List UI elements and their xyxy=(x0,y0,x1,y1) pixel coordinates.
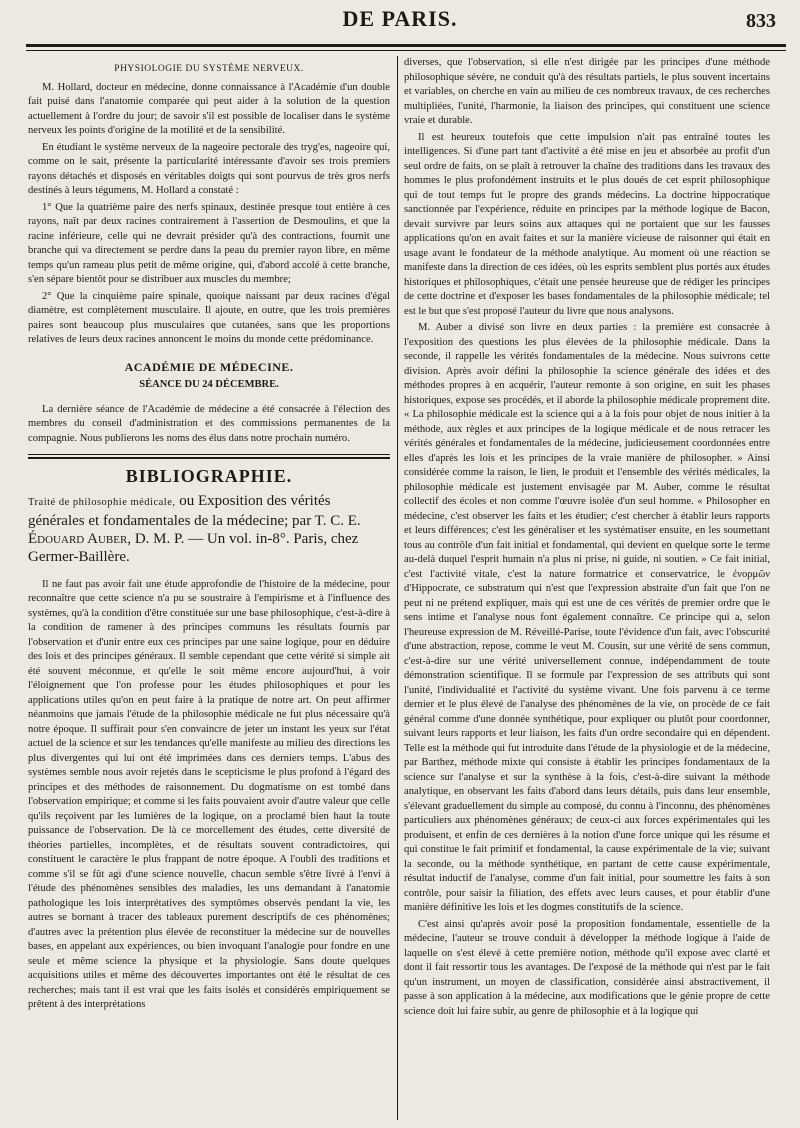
review-paragraph: C'est ainsi qu'après avoir posé la proposition fondamentale, essentielle de la médecine, l'auteur se trouve conduit à développer la méthode logique à l'aide de laquelle on s'est élevé à cette première notion, méthode qu'il expose avec clarté et dont il fait ressortir tous les avantages. De l'exposé de la méthode qui n'est par le fait qu'un instrument, un moyen de classification, considérée ainsi abstractivement, il passe à son application à la médecine, aux modifications que le génie propre de cette science doit lui faire subir, au genre de philosophie et à la logique qui xyxy=(404,918,770,1017)
book-author: Édouard Auber xyxy=(28,530,128,547)
column-separator xyxy=(397,56,398,1120)
book-imprint: , D. M. P. — Un vol. in-8°. Paris, chez Germer-Baillère. xyxy=(28,530,359,565)
book-title-rest: ou Exposition des vérités générales et fondamentales de la médecine; par T. C. E. xyxy=(28,492,361,529)
header-rule-thick xyxy=(26,44,786,47)
session-paragraph: La dernière séance de l'Académie de médecine a été consacrée à l'élection des membres du conseil d'administration et des commissions permanentes de la compagnie. Nous publierons les noms des élus dans notre prochain numéro. xyxy=(28,403,390,444)
right-column xyxy=(404,56,770,1122)
physiology-heading: PHYSIOLOGIE DU SYSTÈME NERVEUX. xyxy=(114,64,304,74)
book-title-caps: Traité de philosophie médicale, xyxy=(28,496,176,508)
academy-heading: ACADÉMIE DE MÉDECINE. xyxy=(124,359,294,374)
bibliography-heading: BIBLIOGRAPHIE. xyxy=(125,466,293,486)
running-title: DE PARIS. xyxy=(342,6,458,31)
book-title xyxy=(28,492,390,566)
header-rule-thin xyxy=(26,50,786,51)
physiology-paragraph: 2° Que la cinquième paire spinale, quoique naissant par deux racines d'égal diamètre, est complètement musculaire. Il ajoute, en outre, que les trois premières paires sont beaucoup plus musculaires que cutanées, sans que les proportions relatives de leurs deux racines annoncent le moins du monde cette prédominance. xyxy=(28,290,390,345)
page-number: 833 xyxy=(746,10,776,32)
section-divider xyxy=(28,454,390,455)
physiology-paragraph: 1° Que la quatrième paire des nerfs spinaux, destinée presque tout entière à ces rayons, naît par deux racines contrairement à l'assertion de Desmoulins, et que la racine inférieure, celle qui ne devrait présider qu'à des contractions, fournit une branche qui va directement se perdre dans la peau du premier rayon libre, en même temps qu'un rameau plus petit de même origine, qui, d'abord accolé à cette branche, s'en sépare bientôt pour se distribuer aux muscles du membre; xyxy=(28,201,390,285)
review-paragraph-continued: diverses, que l'observation, si elle n'est dirigée par les principes d'une méthode philosophique sévère, ne conduit qu'à des résultats partiels, le plus souvent incertains et variables, on cherche en vain au milieu de ces nombreux travaux, de ces recherches multipliées, l'unité, l'harmonie, la liaison des principes, qui constituent une science vraie et durable. xyxy=(404,57,770,126)
review-paragraph: Il ne faut pas avoir fait une étude approfondie de l'histoire de la médecine, pour reconnaître que cette science n'a pu se soustraire à l'empirisme et à l'influence des systèmes, qu'à la condition d'être constituée sur une base philosophique, c'est-à-dire à la condition de ramener à des principes communs les résultats fournis par l'observation et d'unir entre eux ces principes par une saine logique, pour en déduire des lois et des principes généraux. Il semble cependant que cette vérité si simple ait été souvent méconnue, et qu'elle le soit même encore aujourd'hui, à voir l'éloignement que l'on professe pour les études philosophiques et pour les applications utiles qu'on en peut faire à la pratique de notre art. On peut affirmer néanmoins que jamais l'étude de la philosophie médicale ne fut plus nécessaire qu'à notre époque. Il suffirait pour s'en convaincre de jeter un instant les yeux sur l'état actuel de la science et sur les tendances qu'elle manifeste au milieu des directions les plus divergentes qui lui ont été imprimées dans ces derniers temps. L'abus des systèmes semble nous avoir rejetés dans le scepticisme le plus profond à l'égard des principes et des méthodes de raisonnement. Du dogmatisme on est tombé dans l'observation empirique; et comme si les faits pouvaient avoir d'autre valeur que celle qu'ils reçoivent par les lumières de la logique, on a proclamé bien haut la toute puissance de l'observation. De là ce morcellement des études, cette diversité de théories partielles, incomplètes, et de résultats souvent contradictoires, qui constituent le caractère le plus frappant de notre époque. A l'oubli des traditions et comme s'il se fût agi d'une science nouvelle, chacun semble s'être livré à l'envi à l'étude des phénomènes sensibles des maladies, les uns demandant à l'anatomie pathologique les lois interprétatives des symptômes observés pendant la vie, les autres se bornant à tracer des tableaux purement descriptifs de ces phénomènes; d'autres avec la prétention plus élevée de reconstituer la médecine sur de nouvelles bases, en appelant aux expériences, ou bien invoquant l'analogie pour fondre en une seule et même science la physique et la physiologie. Sans doute quelques acquisitions utiles et même des découvertes importantes ont été le résultat de ces recherches; mais tant il est vrai que les faits isolés et considérés empiriquement se prêtent à des interprétations xyxy=(28,578,390,1010)
session-heading: SÉANCE DU 24 DÉCEMBRE. xyxy=(139,379,279,390)
review-paragraph: M. Auber a divisé son livre en deux parties : la première est consacrée à l'exposition des questions les plus élevées de la philosophie médicale. Dans la seconde, il rappelle les vérités fondamentales de la médecine. Nous suivrons cette division. Après avoir défini la philosophie la science générale des idées et des méthodes propres à en acquérir, l'auteur remonte à son origine, en suit les phases historiques, expose ses procédés, et il aborde la philosophie médicale proprement dite. « La philosophie médicale est la science qui a à la fois pour objet de nous initier à la méthode, aux règles et aux principes de la logique médicale et de nous retracer les vérités générales et fondamentales de la médecine, judicieusement coordonnées entre elles d'après les lois et les principes de la vraie manière de philosopher. » Ainsi considérée comme la raison, le lien, le produit et l'ensemble des vérités médicales, la philosophie médicale est justement envisagée par M. Auber, comme le résultat collectif des écoles et non comme l'œuvre isolée d'un seul homme. « Philosopher en médecine, c'est observer les faits et les étudier; c'est chercher à établir leurs rapports et leurs différences; c'est les généraliser et les systématiser ensuite, en les soumettant tous au contrôle d'un fait initial et fondamental, qui devient en quelque sorte le terme au-delà duquel l'esprit humain n'a plus ni prise, ni guide, ni soutien. » Ce fait initial, c'est l'activité vitale, c'est la nature formatrice et conservatrice, le ἐνορμῶν d'Hippocrate, ce substratum qui n'est que l'expression abstraite d'un fait que l'on ne peut ni ne prétend expliquer, mais qui est une de ces vérités de premier ordre que le sens intime et l'analyse nous font également connaître. Ce principe qui a, selon l'heureuse expression de M. Réveillé-Parise, toute l'évidence d'un fait, avec l'obscurité d'une abstraction, repose, comme le veut M. Cousin, sur une vérité de sens commun, c'est-à-dire sur une vérité universellement connue, indépendamment de toute démonstration scientifique. Il se formule par l'expression de ses attributs qui sont l'unité, l'individualité et l'activité du système vivant. Une fois parvenu à ce terme dernier et le plus élevé de l'analyse des phénomènes de la vie, on procède de ce fait général comme d'une donnée synthétique, pour expliquer ou plutôt pour coordonner, suivant leurs rapports et leur liaison, les faits d'un ordre secondaire qui en dépendent. Telle est la méthode qui fut introduite dans l'étude de la physiologie et de la médecine, par Barthez, méthode mixte qui consiste à établir les principes fondamentaux de la science sur l'analyse et sur la synthèse à la fois, c'est-à-dire suivant la méthode analytique, en observant les faits d'abord dans leurs détails, puis dans leur ensemble, s'élevant graduellement du simple au composé, du connu à l'inconnu, des phénomènes particuliers aux phénomènes généraux; de ceux-ci aux forces expérimentales qui les produisent, et enfin de ces dernières à la notion d'une force unique qui les résume et qui constitue le fait primitif et fondamental, la cause expérimentale de la vie; suivant la seconde, ou la méthode synthétique, en partant de cette cause expérimentale, résultat inductif de l'analyse, comme d'un fait initial, pour soumettre les faits à son contrôle, pour saisir la filiation, des effets avec leurs causes, et pour établir d'une manière définitive les lois et les dogmes constitutifs de la science. xyxy=(404,322,770,913)
left-column xyxy=(28,56,390,1122)
running-head xyxy=(0,4,800,42)
physiology-paragraph: En étudiant le système nerveux de la nageoire pectorale des tryg'es, nageoire qui, comme on le sait, présente la particularité intéressante d'avoir ses trois premiers rayons détachés et disposés en véritables doigts qui sont pourvus de très gros nerfs destinés à leurs tégumens, M. Hollard a constaté : xyxy=(28,141,390,196)
physiology-paragraph: M. Hollard, docteur en médecine, donne connaissance à l'Académie d'un double fait puisé dans l'anatomie comparée qui peut aider à la solution de la question actuellement à l'ordre du jour; de savoir s'il est possible de localiser dans le système nerveux les points d'origine de la motilité et de la sensibilité. xyxy=(28,81,390,136)
review-paragraph: Il est heureux toutefois que cette impulsion n'ait pas entraîné toutes les intelligences. Si d'une part tant d'activité a été mise en jeu et absorbée au profit d'un seul ordre de faits, on se plaît à retrouver la chaîne des traditions dans les travaux des hommes le plus profondément instruits et le plus doués de cet esprit philosophique qui de tout temps fut le propre des grands médecins. La doctrine hippocratique sanctionnée par l'expérience, réduite en principes par la méthode logique de Bacon, devait survivre par leurs soins aux attaques qui ne portaient que sur les fausses applications qu'on en avait faites et sur la manière vicieuse de raisonner qui était en usage avant le fondateur de la méthode analytique. Au moment où une réaction se manifeste dans la direction de ces idées, où les esprits semblent plus portés aux études historiques et philosophiques, c'était une pensée heureuse que de rédiger les principes de cette doctrine et d'exposer les bases fondamentales de la philosophie médicale; tel est le but que s'est proposé l'auteur du livre que nous analysons. xyxy=(404,131,770,317)
section-divider-bold xyxy=(28,457,390,459)
